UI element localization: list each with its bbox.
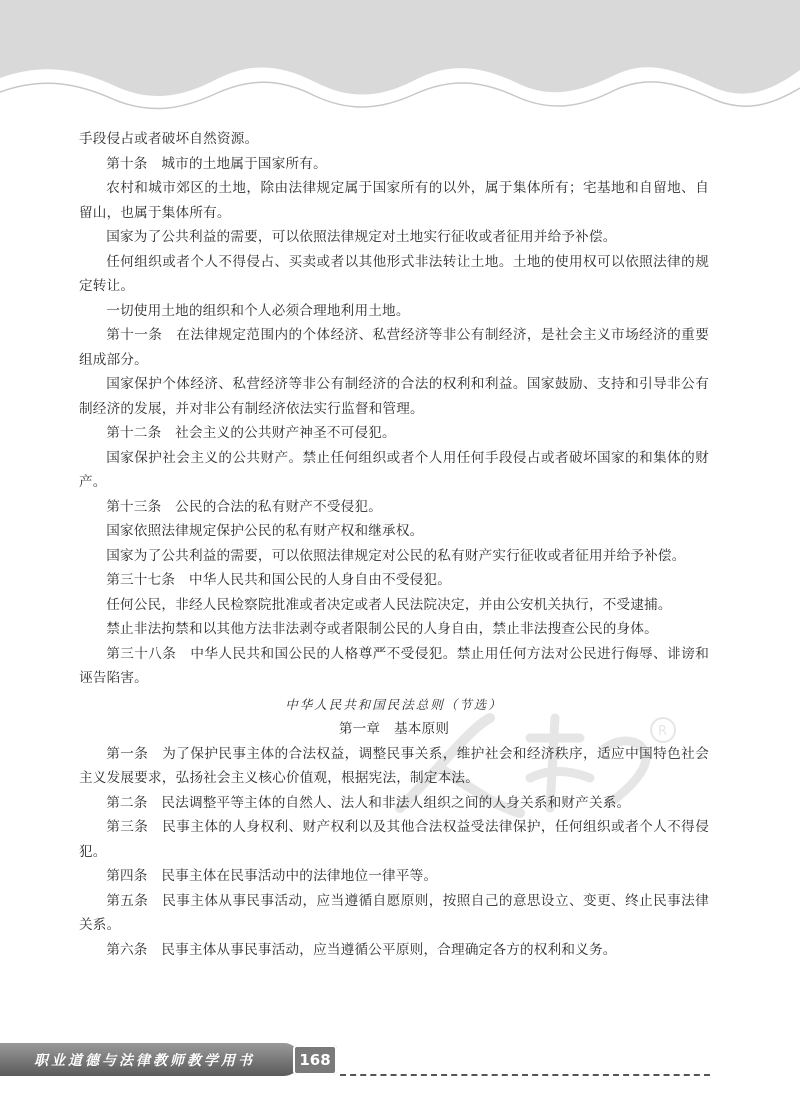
paragraph: 农村和城市郊区的土地，除由法律规定属于国家所有的以外，属于集体所有；宅基地和自留地、自留山，也属于集体所有。 — [79, 180, 709, 221]
page-number: 168 — [299, 1051, 331, 1069]
article-paragraph: 第二条 民法调整平等主体的自然人、法人和非法人组织之间的人身关系和财产关系。 — [106, 794, 631, 811]
paragraph: 国家保护社会主义的公共财产。禁止任何组织或者个人用任何手段侵占或者破坏国家的和集体的财产。 — [79, 449, 709, 490]
header-wave-decoration — [0, 0, 800, 115]
paragraph: 国家依照法律规定保护公民的私有财产权和继承权。 — [106, 523, 424, 539]
constitution-excerpt — [79, 127, 709, 691]
paragraph: 任何公民，非经人民检察院批准或者决定或者人民法院决定，并由公安机关执行，不受逮捕。 — [106, 596, 672, 613]
footer-book-title: 职业道德与法律教师教学用书 — [34, 1053, 255, 1069]
article-paragraph: 第五条 民事主体从事民事活动，应当遵循自愿原则，按照自己的意思设立、变更、终止民事法律关系。 — [79, 892, 709, 933]
article-paragraph: 第三条 民事主体的人身权利、财产权利以及其他合法权益受法律保护，任何组织或者个人不得侵犯。 — [79, 819, 709, 860]
section-title: 中华人民共和国民法总则（节选） — [285, 696, 503, 712]
paragraph: 任何组织或者个人不得侵占、买卖或者以其他形式非法转让土地。土地的使用权可以依照法律的规定转让。 — [79, 253, 709, 294]
paragraph: 第十三条 公民的合法的私有财产不受侵犯。 — [106, 498, 383, 515]
paragraph: 国家保护个体经济、私营经济等非公有制经济的合法的权利和利益。国家鼓励、支持和引导非公有制经济的发展，并对非公有制经济依法实行监督和管理。 — [79, 376, 709, 417]
paragraph: 第十条 城市的土地属于国家所有。 — [106, 155, 327, 172]
paragraph: 一切使用土地的组织和个人必须合理地利用土地。 — [106, 302, 410, 319]
paragraph: 禁止非法拘禁和以其他方法非法剥夺或者限制公民的人身自由，禁止非法搜查公民的身体。 — [106, 621, 658, 637]
svg-text:R: R — [658, 724, 668, 739]
paragraph: 国家为了公共利益的需要，可以依照法律规定对公民的私有财产实行征收或者征用并给予补偿。 — [106, 547, 686, 564]
paragraph: 第十一条 在法律规定范围内的个体经济、私营经济等非公有制经济，是社会主义市场经济的重要组成部分。 — [79, 327, 709, 368]
paragraph: 第三十七条 中华人民共和国公民的人身自由不受侵犯。 — [106, 572, 452, 588]
main-text — [79, 127, 709, 962]
paragraph: 手段侵占或者破坏自然资源。 — [79, 131, 259, 147]
paragraph: 国家为了公共利益的需要，可以依照法律规定对土地实行征收或者征用并给予补偿。 — [106, 229, 617, 245]
article-paragraph: 第一条 为了保护民事主体的合法权益，调整民事关系，维护社会和经济秩序，适应中国特色社会主义发展要求，弘扬社会主义核心价值观，根据宪法，制定本法。 — [79, 745, 709, 786]
paragraph: 第三十八条 中华人民共和国公民的人格尊严不受侵犯。禁止用任何方法对公民进行侮辱、诽谤和诬告陷害。 — [79, 645, 709, 686]
footer-dashed-rule — [340, 1074, 710, 1076]
chapter-title: 第一章 基本原则 — [338, 721, 450, 737]
article-paragraph: 第六条 民事主体从事民事活动，应当遵循公平原则，合理确定各方的权利和义务。 — [106, 941, 617, 958]
paragraph: 第十二条 社会主义的公共财产神圣不可侵犯。 — [106, 425, 396, 441]
civil-law-articles — [79, 742, 709, 963]
article-paragraph: 第四条 民事主体在民事活动中的法律地位一律平等。 — [106, 868, 438, 884]
